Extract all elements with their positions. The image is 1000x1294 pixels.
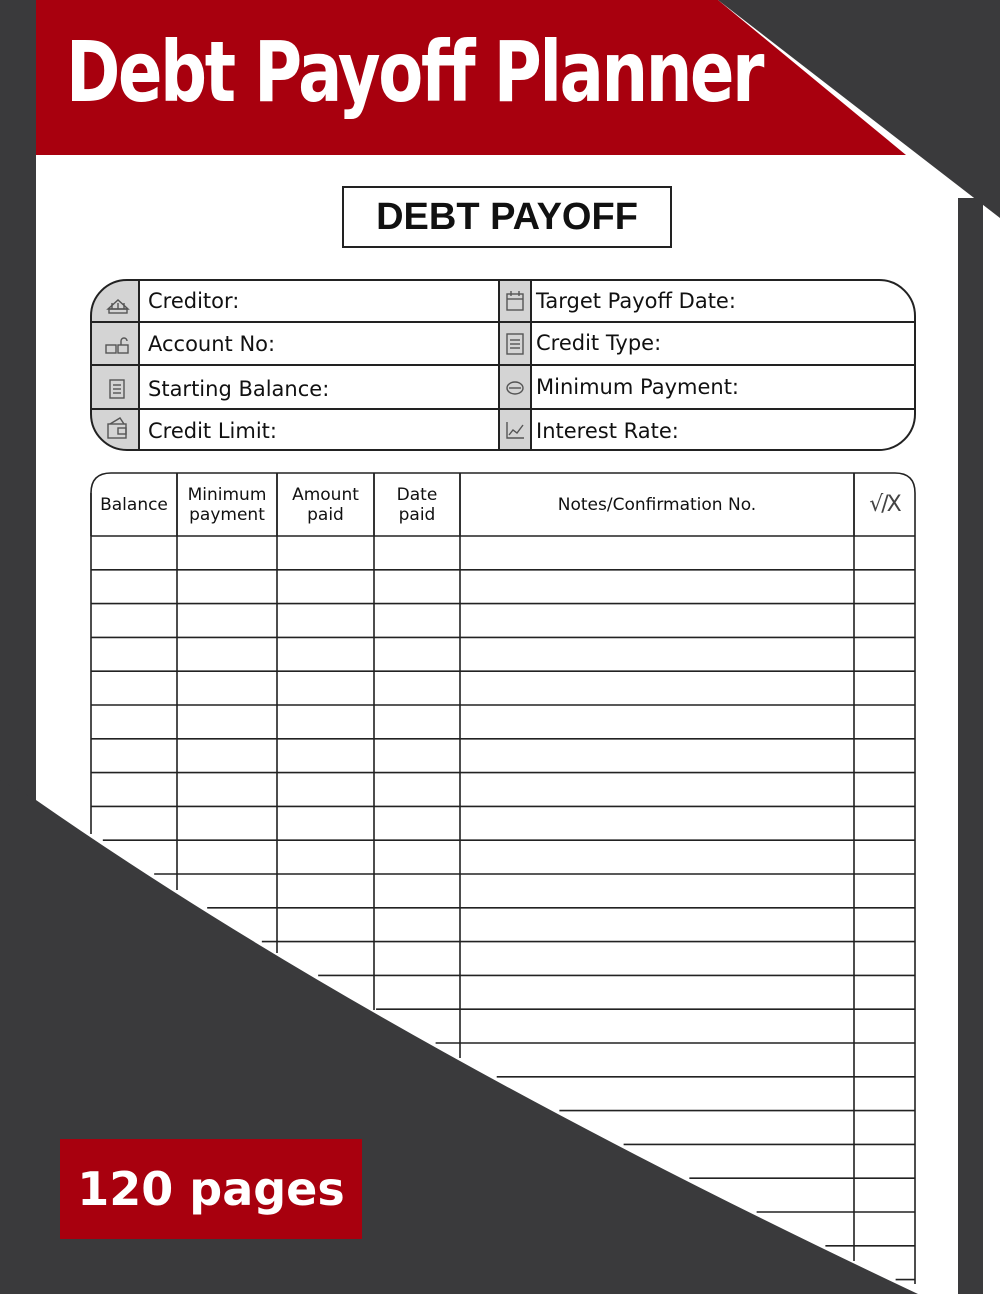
column-header-line: Amount	[292, 484, 359, 505]
column-header-3	[374, 473, 460, 536]
column-header-line: Date	[396, 484, 438, 505]
column-header-0	[91, 473, 177, 536]
column-header-line: payment	[189, 504, 265, 525]
column-header-line: paid	[307, 504, 344, 525]
column-header-line: Balance	[100, 494, 168, 515]
page-count-text: 120 pages	[77, 1162, 345, 1216]
page-count-badge	[60, 1139, 362, 1239]
field-interest-rate-label: Interest Rate:	[536, 419, 679, 443]
column-header-line: Minimum	[187, 484, 267, 505]
field-starting-balance-label: Starting Balance:	[148, 377, 330, 401]
column-header-line: paid	[398, 504, 436, 525]
column-header-1	[177, 473, 277, 536]
field-account-no-label: Account No:	[148, 332, 276, 356]
field-creditor-label: Creditor:	[148, 289, 240, 313]
column-header-5	[854, 473, 915, 536]
cover-title: Debt Payoff Planner	[66, 23, 763, 121]
column-header-line: Notes/Confirmation No.	[557, 494, 757, 515]
section-title: DEBT PAYOFF	[376, 195, 638, 238]
field-minimum-payment-label: Minimum Payment:	[536, 375, 740, 399]
column-header-line: √/X	[869, 491, 900, 517]
field-credit-limit-label: Credit Limit:	[148, 419, 277, 443]
column-header-2	[277, 473, 374, 536]
field-target-payoff-date-label: Target Payoff Date:	[536, 289, 736, 313]
column-header-4	[460, 473, 854, 536]
field-credit-type-label: Credit Type:	[536, 331, 662, 355]
